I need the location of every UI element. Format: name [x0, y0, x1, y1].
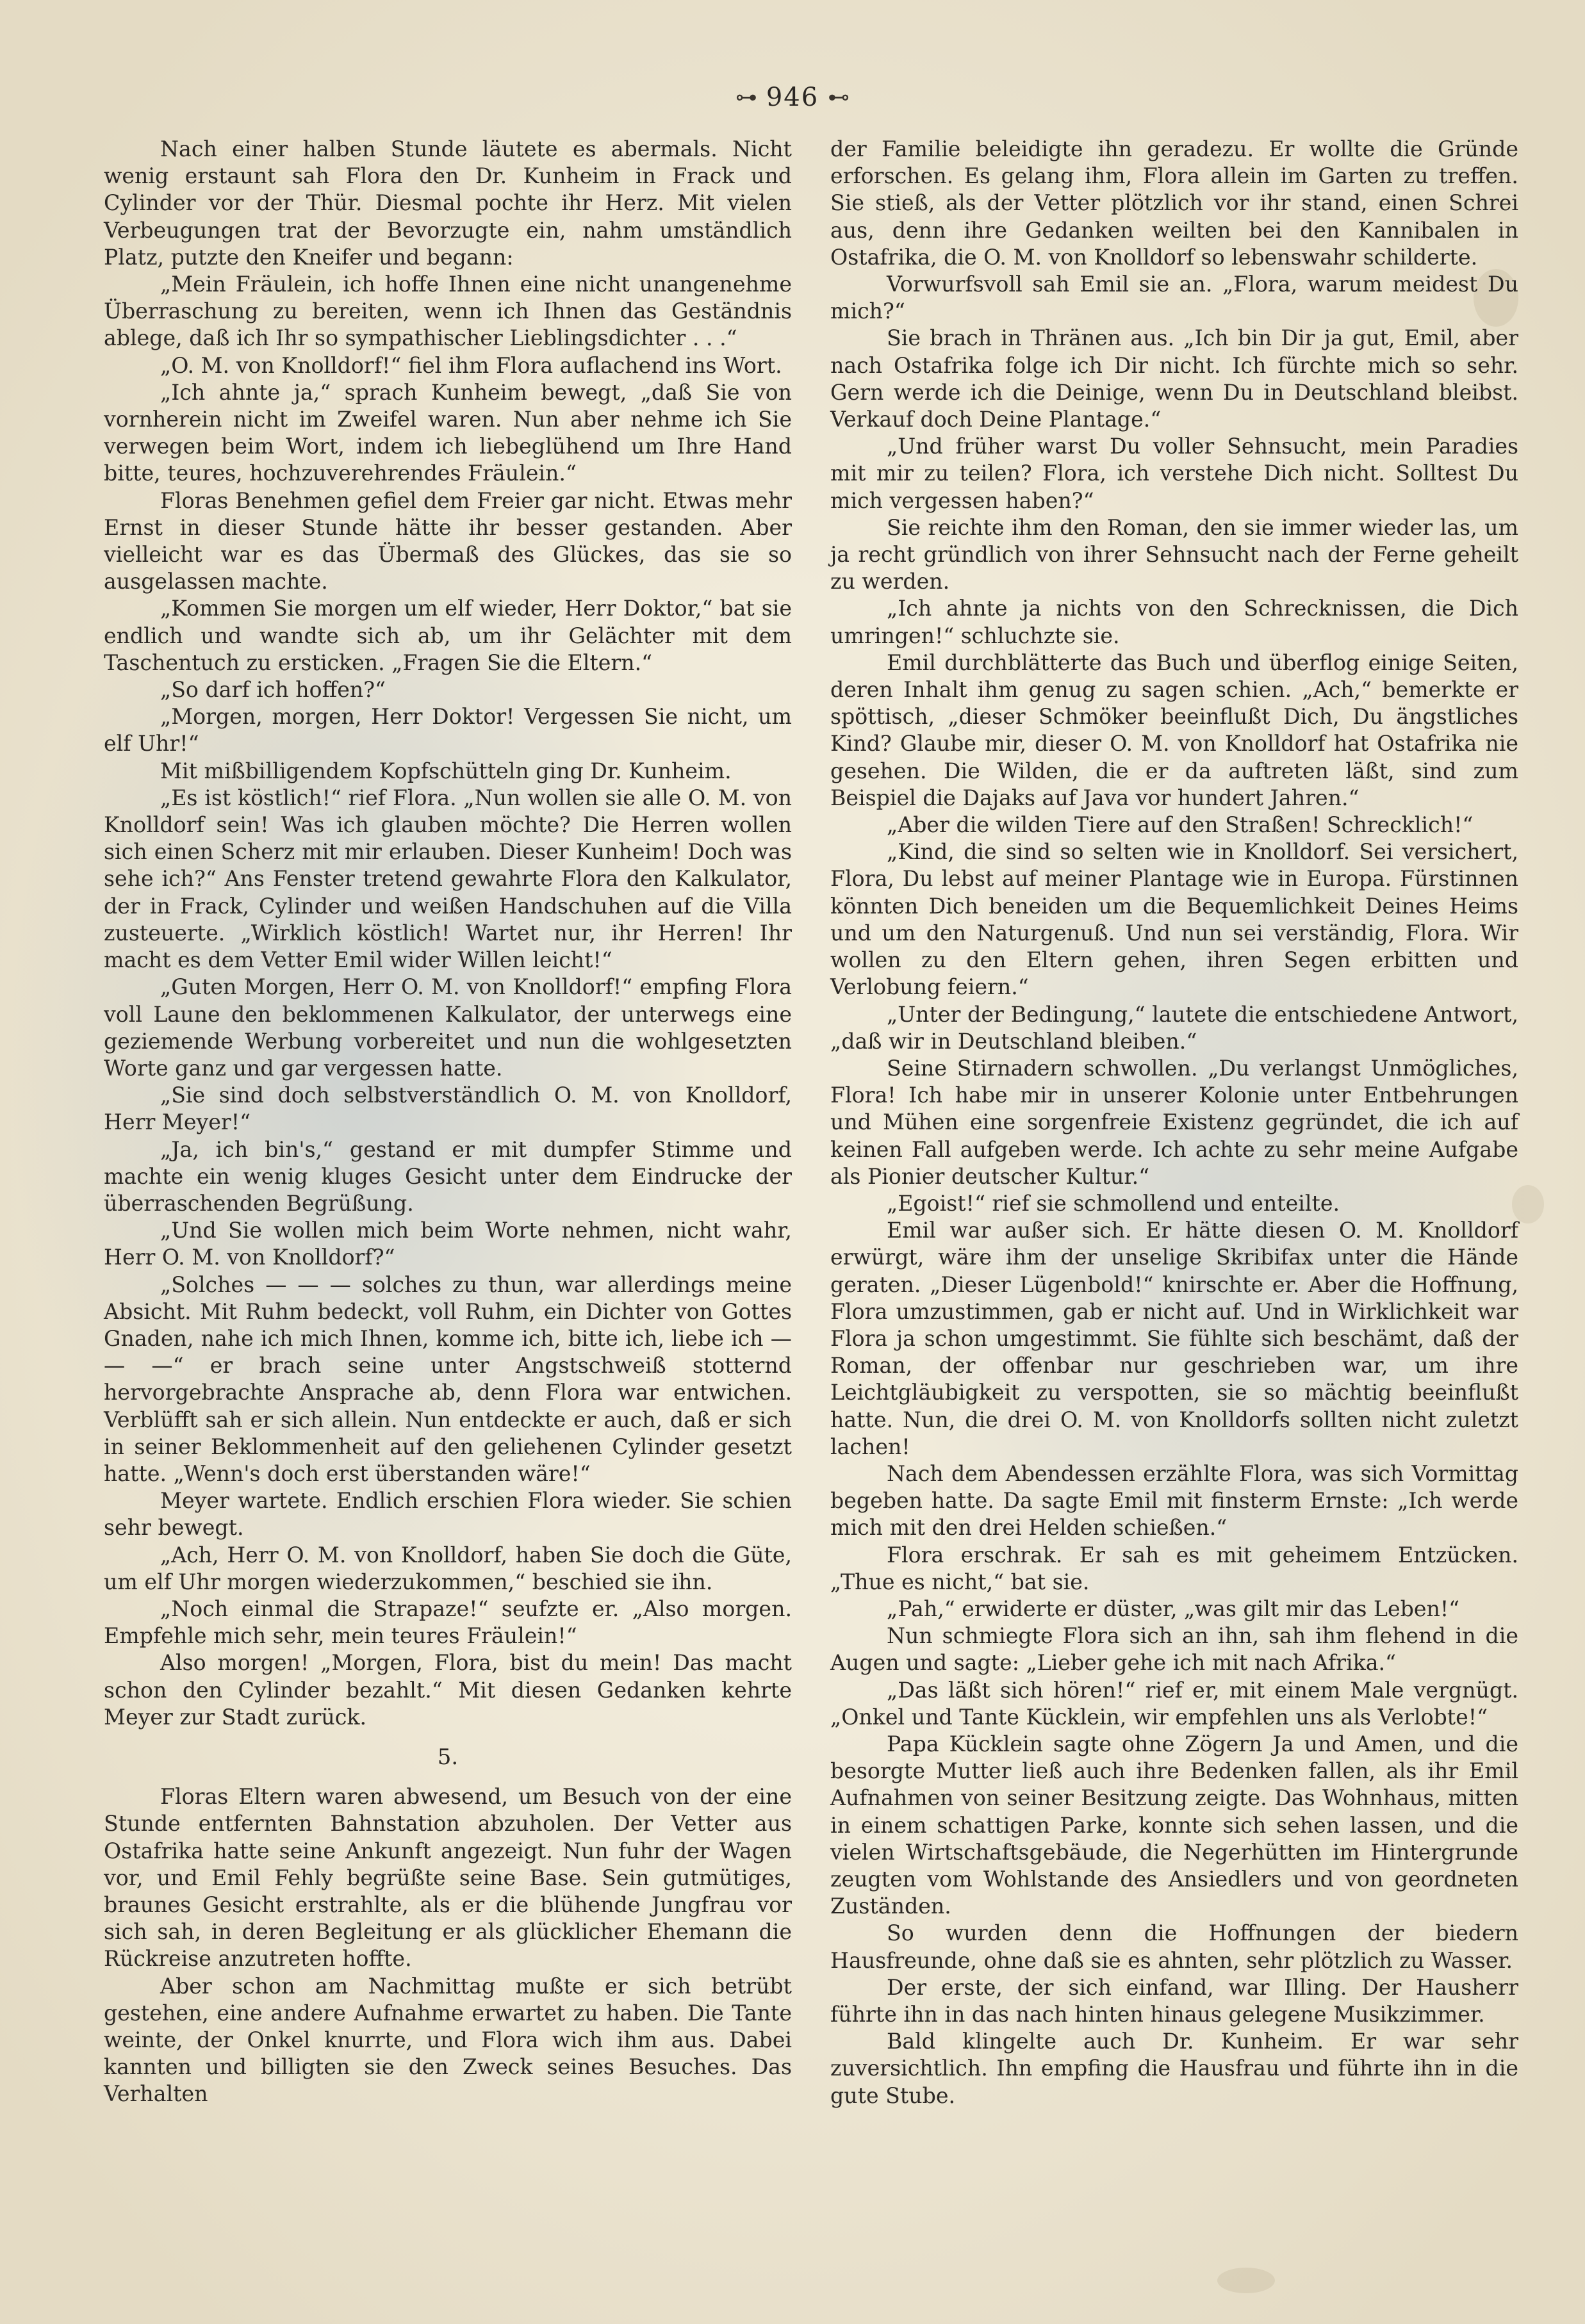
paragraph: „Und früher warst Du voller Sehnsucht, mein Paradies mit mir zu teilen? Flora, ich verstehe Dich nicht. Solltest Du mich vergessen haben?“	[830, 434, 1518, 513]
paragraph: Papa Kücklein sagte ohne Zögern Ja und Amen, und die besorgte Mutter ließ auch ihre Bedenken fallen, als ihr Emil Aufnahmen von seiner Besitzung zeigte. Das Wohnhaus, mitten in einem schattigen Parke, konnte sich sehen lassen, und die vielen Wirtschaftsgebäude, die Negerhütten im Hintergrunde zeugten vom Wohlstande des Ansiedlers und von geordneten Zuständen.	[830, 1731, 1518, 1919]
paragraph: Sie reichte ihm den Roman, den sie immer wieder las, um ja recht gründlich von ihrer Sehnsucht nach der Ferne geheilt zu werden.	[830, 514, 1518, 594]
paragraph: „Solches — — — solches zu thun, war allerdings meine Absicht. Mit Ruhm bedeckt, voll Ruhm, ein Dichter von Gottes Gnaden, nahe ich mich Ihnen, komme ich, bitte ich, liebe ich — — —“ er brach seine unter Angstschweiß stotternd hervorgebrachte Ansprache ab, denn Flora war entwichen. Verblüfft sah er sich allein. Nun entdeckte er auch, daß er sich in seiner Beklommenheit auf den geliehenen Cylinder gesetzt hatte. „Wenn's doch erst überstanden wäre!“	[104, 1272, 792, 1486]
paragraph: Floras Eltern waren abwesend, um Besuch von der eine Stunde entfernten Bahnstation abzuholen. Der Vetter aus Ostafrika hatte seine Ankunft angezeigt. Nun fuhr der Wagen vor, und Emil Fehly begrüßte seine Base. Sein gutmütiges, braunes Gesicht erstrahlte, als er die blühende Jungfrau vor sich sah, in deren Begleitung er als glücklicher Ehemann die Rückreise anzutreten hoffte.	[104, 1784, 792, 1972]
section-number: 5.	[437, 1744, 459, 1770]
paragraph: Flora erschrak. Er sah es mit geheimem Entzücken. „Thue es nicht,“ bat sie.	[830, 1542, 1518, 1594]
page-number: 946	[766, 83, 819, 112]
ornament-left-icon: ⊶	[735, 85, 757, 110]
paragraph: Nun schmiegte Flora sich an ihn, sah ihm flehend in die Augen und sagte: „Lieber gehe ich mit nach Afrika.“	[830, 1623, 1518, 1676]
paragraph: „So darf ich hoffen?“	[160, 677, 386, 703]
paragraph: Nach einer halben Stunde läutete es abermals. Nicht wenig erstaunt sah Flora den Dr. Kunheim in Frack und Cylinder vor der Thür. Diesmal pochte ihr Herz. Mit vielen Verbeugungen trat der Bevorzugte ein, nahm umständlich Platz, putzte den Kneifer und begann:	[104, 136, 792, 270]
paragraph: „O. M. von Knolldorf!“ fiel ihm Flora auflachend ins Wort.	[160, 352, 782, 378]
paragraph: Mit mißbilligendem Kopfschütteln ging Dr. Kunheim.	[160, 758, 732, 783]
paragraph: „Pah,“ erwiderte er düster, „was gilt mir das Leben!“	[887, 1596, 1460, 1621]
paragraph: Emil durchblätterte das Buch und überflog einige Seiten, deren Inhalt ihm genug zu sagen schien. „Ach,“ bemerkte er spöttisch, „dieser Schmöker beeinflußt Dich, Du ängstliches Kind? Glaube mir, dieser O. M. von Knolldorf hat Ostafrika nie gesehen. Die Wilden, die er da auftreten läßt, sind zum Beispiel die Dajaks auf Java vor hundert Jahren.“	[830, 650, 1518, 810]
paragraph: „Es ist köstlich!“ rief Flora. „Nun wollen sie alle O. M. von Knolldorf sein! Was ich glauben möchte? Die Herren wollen sich einen Scherz mit mir erlauben. Dieser Kunheim! Doch was sehe ich?“ Ans Fenster tretend gewahrte Flora den Kalkulator, der in Frack, Cylinder und weißen Handschuhen auf die Villa zusteuerte. „Wirklich köstlich! Wartet nur, ihr Herren! Ihr macht es dem Vetter Emil wider Willen leicht!“	[104, 785, 792, 973]
paragraph: „Kind, die sind so selten wie in Knolldorf. Sei versichert, Flora, Du lebst auf meiner Plantage wie in Europa. Fürstinnen könnten Dich beneiden um die Bequemlichkeit Deines Heims und um den Naturgenuß. Und nun sei verständig, Flora. Wir wollen zu den Eltern gehen, ihren Segen erbitten und Verlobung feiern.“	[830, 839, 1518, 1000]
paragraph: Emil war außer sich. Er hätte diesen O. M. Knolldorf erwürgt, wäre ihm der unselige Skribifax unter die Hände geraten. „Dieser Lügenbold!“ knirschte er. Aber die Hoffnung, Flora umzustimmen, gab er nicht auf. Und in Wirklichkeit war Flora ja schon umgestimmt. Sie fühlte sich beschämt, daß der Roman, der offenbar nur geschrieben war, um ihre Leichtgläubigkeit zu verspotten, sie so mächtig beeinflußt hatte. Nun, die drei O. M. von Knolldorfs sollten nicht zuletzt lachen!	[830, 1218, 1518, 1459]
paragraph: „Und Sie wollen mich beim Worte nehmen, nicht wahr, Herr O. M. von Knolldorf?“	[104, 1218, 792, 1270]
paragraph: So wurden denn die Hoffnungen der biedern Hausfreunde, ohne daß sie es ahnten, sehr plötzlich zu Wasser.	[830, 1920, 1518, 1973]
paragraph: „Sie sind doch selbstverständlich O. M. von Knolldorf, Herr Meyer!“	[104, 1083, 792, 1135]
page-header	[696, 77, 889, 118]
paragraph: Vorwurfsvoll sah Emil sie an. „Flora, warum meidest Du mich?“	[830, 272, 1518, 324]
paragraph: „Ich ahnte ja nichts von den Schrecknissen, die Dich umringen!“ schluchzte sie.	[830, 596, 1518, 648]
paragraph: „Ach, Herr O. M. von Knolldorf, haben Sie doch die Güte, um elf Uhr morgen wiederzukommen,“ beschied sie ihn.	[104, 1542, 792, 1594]
paper-stain	[1217, 2268, 1275, 2293]
paragraph: „Guten Morgen, Herr O. M. von Knolldorf!“ empfing Flora voll Laune den beklommenen Kalkulator, der unterwegs eine geziemende Werbung vorbereitet und nun die wohlgesetzten Worte ganz und gar vergessen hatte.	[104, 974, 792, 1081]
paragraph: Nach dem Abendessen erzählte Flora, was sich Vormittag begeben hatte. Da sagte Emil mit finsterm Ernste: „Ich werde mich mit den drei Helden schießen.“	[830, 1461, 1518, 1541]
paragraph: „Das läßt sich hören!“ rief er, mit einem Male vergnügt. „Onkel und Tante Kücklein, wir empfehlen uns als Verlobte!“	[830, 1677, 1518, 1730]
paragraph: Floras Benehmen gefiel dem Freier gar nicht. Etwas mehr Ernst in dieser Stunde hätte ihr besser gestanden. Aber vielleicht war es das Übermaß des Glückes, das sie so ausgelassen machte.	[104, 487, 792, 594]
paragraph: Seine Stirnadern schwollen. „Du verlangst Unmögliches, Flora! Ich habe mir in unserer Kolonie unter Entbehrungen und Mühen eine sorgenfreie Existenz gegründet, die ich auf keinen Fall aufgeben werde. Ich achte zu sehr meine Aufgabe als Pionier deutscher Kultur.“	[830, 1055, 1518, 1189]
paragraph: „Aber die wilden Tiere auf den Straßen! Schrecklich!“	[887, 812, 1474, 838]
paragraph: Der erste, der sich einfand, war Illing. Der Hausherr führte ihn in das nach hinten hinaus gelegene Musikzimmer.	[830, 1974, 1518, 2027]
right-column	[830, 136, 1518, 2109]
paragraph: „Noch einmal die Strapaze!“ seufzte er. „Also morgen. Empfehle mich sehr, mein teures Fräulein!“	[104, 1596, 792, 1649]
left-column	[104, 136, 792, 2108]
paragraph: Also morgen! „Morgen, Flora, bist du mein! Das macht schon den Cylinder bezahlt.“ Mit diesen Gedanken kehrte Meyer zur Stadt zurück.	[104, 1650, 792, 1730]
paragraph: „Kommen Sie morgen um elf wieder, Herr Doktor,“ bat sie endlich und wandte sich ab, um ihr Gelächter mit dem Taschentuch zu ersticken. „Fragen Sie die Eltern.“	[104, 596, 792, 675]
paragraph: „Mein Fräulein, ich hoffe Ihnen eine nicht unangenehme Überraschung zu bereiten, wenn ich Ihnen das Geständnis ablege, daß ich Ihr so sympathischer Lieblingsdichter . . .“	[104, 272, 792, 351]
paragraph: „Ja, ich bin's,“ gestand er mit dumpfer Stimme und machte ein wenig kluges Gesicht unter dem Eindrucke der überraschenden Begrüßung.	[104, 1136, 792, 1216]
ornament-right-icon: ⊷	[828, 85, 850, 110]
paragraph: Aber schon am Nachmittag mußte er sich betrübt gestehen, eine andere Aufnahme erwartet zu haben. Die Tante weinte, der Onkel knurrte, und Flora wich ihm aus. Dabei kannten und billigten sie den Zweck seines Besuches. Das Verhalten	[104, 1973, 792, 2107]
paragraph: Meyer wartete. Endlich erschien Flora wieder. Sie schien sehr bewegt.	[104, 1488, 792, 1541]
paragraph: „Morgen, morgen, Herr Doktor! Vergessen Sie nicht, um elf Uhr!“	[104, 704, 792, 757]
paragraph: Bald klingelte auch Dr. Kunheim. Er war sehr zuversichtlich. Ihn empfing die Hausfrau und führte ihn in die gute Stube.	[830, 2029, 1518, 2108]
paragraph: Sie brach in Thränen aus. „Ich bin Dir ja gut, Emil, aber nach Ostafrika folge ich Dir nicht. Ich fürchte mich so sehr. Gern werde ich die Deinige, wenn Du in Deutschland bleibst. Verkauf doch Deine Plantage.“	[830, 325, 1518, 432]
paragraph: „Unter der Bedingung,“ lautete die entschiedene Antwort, „daß wir in Deutschland bleiben.“	[830, 1001, 1518, 1054]
paragraph: „Egoist!“ rief sie schmollend und enteilte.	[887, 1190, 1340, 1216]
paragraph: „Ich ahnte ja,“ sprach Kunheim bewegt, „daß Sie von vornherein nicht im Zweifel waren. Nun aber nehme ich Sie verwegen beim Wort, indem ich liebeglühend um Ihre Hand bitte, teures, hochzuverehrendes Fräulein.“	[104, 379, 792, 486]
paragraph-continuation: der Familie beleidigte ihn geradezu. Er wollte die Gründe erforschen. Es gelang ihm, Flora allein im Garten zu treffen. Sie stieß, als der Vetter plötzlich vor ihr stand, einen Schrei aus, denn ihre Gedanken weilten bei den Kannibalen in Ostafrika, die O. M. von Knolldorf so lebenswahr schilderte.	[830, 136, 1518, 270]
